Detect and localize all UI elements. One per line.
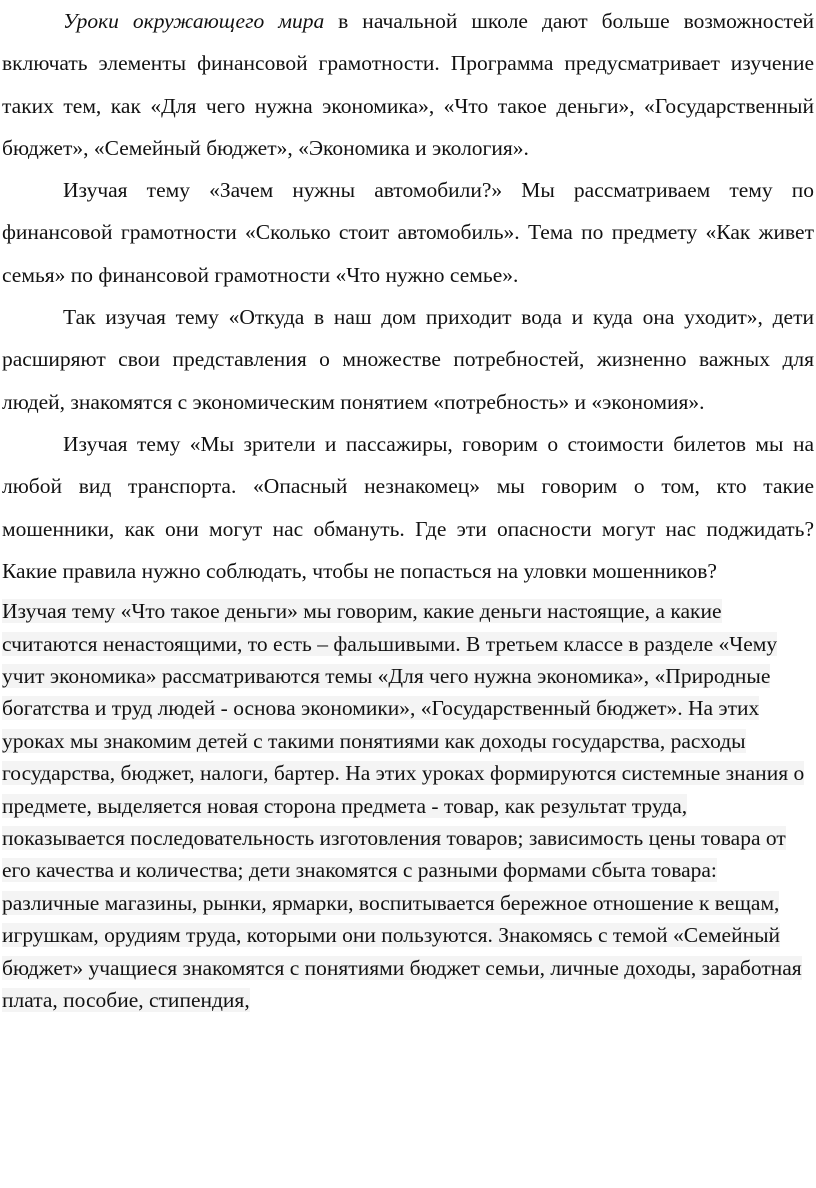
paragraph-1-text: в начальной школе дают больше возможностей включать элементы финансовой грамотности. Программа предусматривает изучение таких тем, как «Для чего нужна экономика», «Что такое деньги», «Государственный бюджет», «Семейный бюджет», «Экономика и экология». <box>2 9 814 160</box>
paragraph-2: Изучая тему «Зачем нужны автомобили?» Мы рассматриваем тему по финансовой грамотности «Сколько стоит автомобиль». Тема по предмету «Как живет семья» по финансовой грамотности «Что нужно семье». <box>2 178 814 287</box>
paragraph-1 <box>2 0 814 169</box>
double-spaced-section <box>0 0 816 592</box>
paragraph-3: Так изучая тему «Откуда в наш дом приходит вода и куда она уходит», дети расширяют свои представления о множестве потребностей, жизненно важных для людей, знакомятся с экономическим понятием «потребность» и «экономия». <box>2 305 814 414</box>
paragraph-5-text: Изучая тему «Что такое деньги» мы говорим, какие деньги настоящие, а какие считаются ненастоящими, то есть – фальшивыми. В третьем классе в разделе «Чему учит экономика» рассматриваются темы «Для чего нужна экономика», «Природные богатства и труд людей - основа экономики», «Государственный бюджет». На этих уроках мы знакомим детей с такими понятиями как доходы государства, расходы государства, бюджет, налоги, бартер. На этих уроках формируются системные знания о предмете, выделяется новая сторона предмета - товар, как результат труда, показывается последовательность изготовления товаров; зависимость цены товара от его качества и количества; дети знакомятся с разными формами сбыта товара: различные магазины, рынки, ярмарки, воспитывается бережное отношение к вещам, игрушкам, орудиям труда, которыми они пользуются. Знакомясь с темой «Семейный бюджет» учащиеся знакомятся с понятиями бюджет семьи, личные доходы, заработная плата, пособие, стипендия, <box>2 599 805 1013</box>
italic-lead: Уроки окружающего мира <box>63 9 325 33</box>
paragraph-4: Изучая тему «Мы зрители и пассажиры, говорим о стоимости билетов мы на любой вид транспорта. «Опасный незнакомец» мы говорим о том, кто такие мошенники, как они могут нас обмануть. Где эти опасности могут нас поджидать? Какие правила нужно соблюдать, чтобы не попасться на уловки мошенников? <box>2 431 814 583</box>
paragraph-5 <box>2 595 814 1016</box>
single-spaced-section <box>0 595 816 1016</box>
